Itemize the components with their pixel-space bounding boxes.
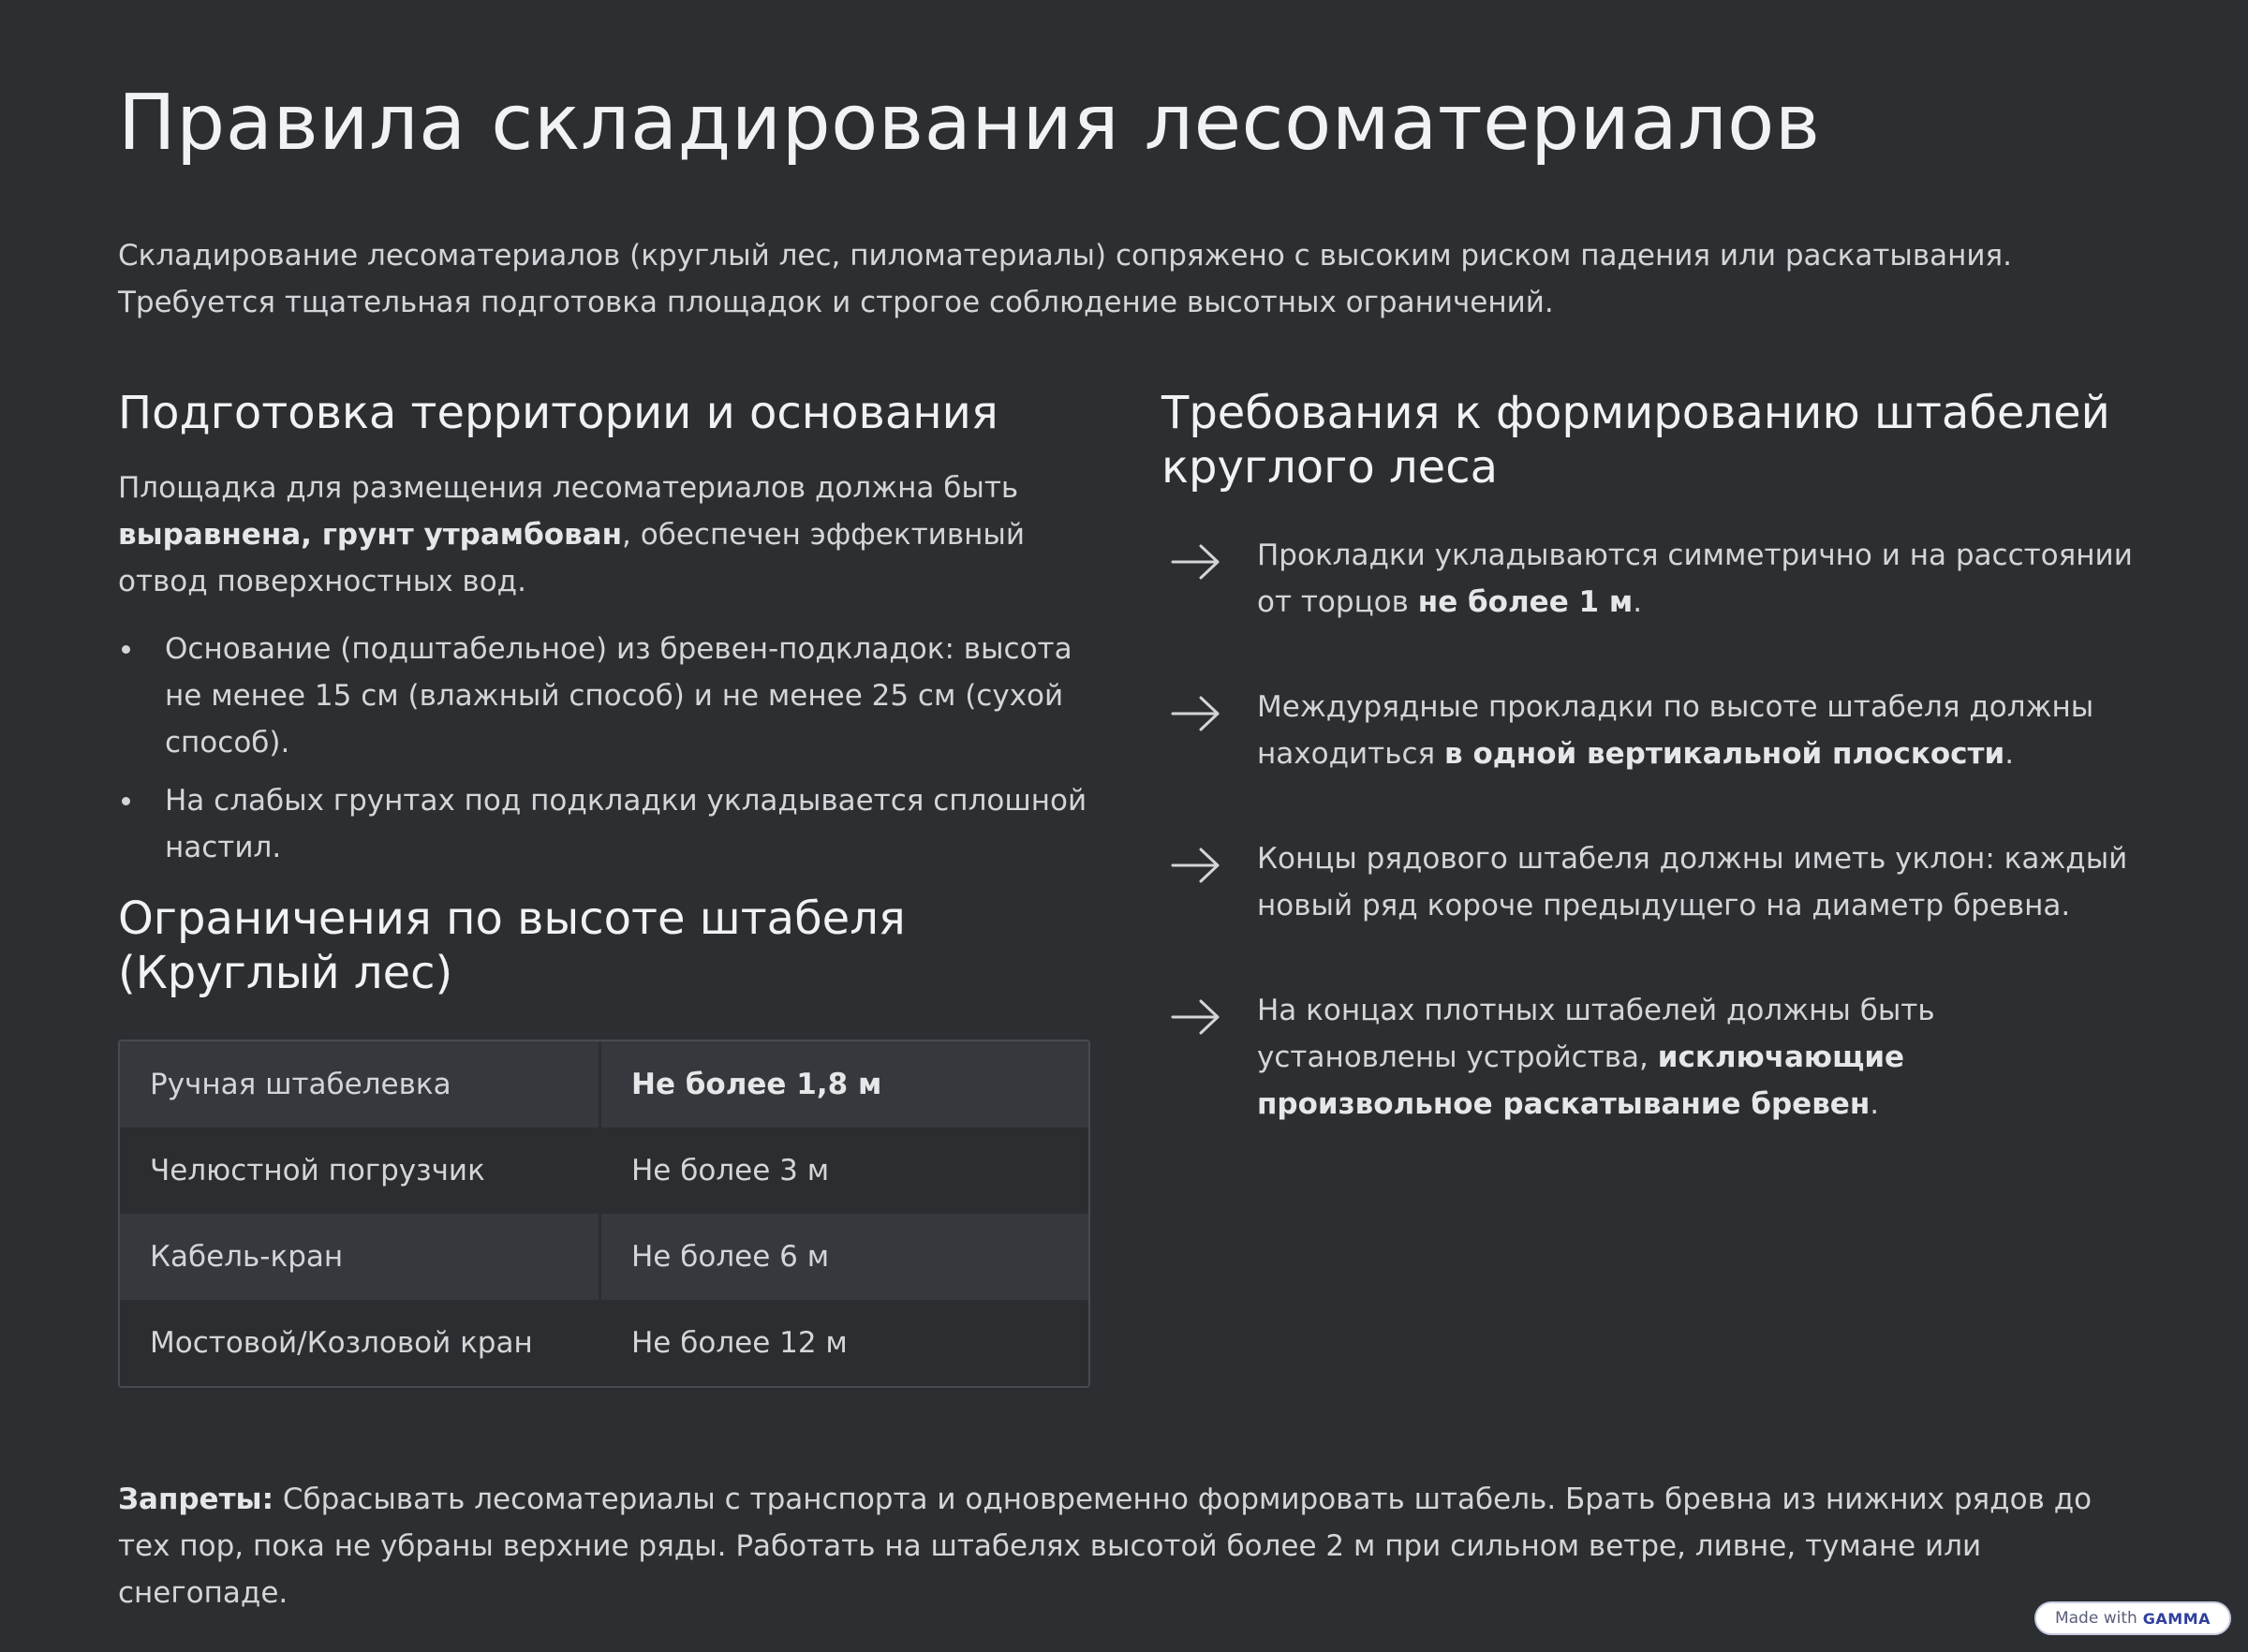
requirement-text: На концах плотных штабелей должны быть установлены устройства, исключающие произвольное раскатывание бревен. <box>1257 994 1935 1121</box>
gamma-logo: GAMMA <box>2142 1609 2211 1628</box>
arrow-right-icon <box>1171 847 1221 884</box>
arrow-right-icon <box>1171 695 1221 732</box>
requirement-text: Междурядные прокладки по высоте штабеля должны находиться в одной вертикальной плоскости. <box>1257 690 2094 771</box>
bullet-icon <box>122 797 130 805</box>
method-cell: Мостовой/Козловой кран <box>120 1300 601 1386</box>
limit-cell: Не более 6 м <box>631 1240 830 1274</box>
list-item: Основание (подштабельное) из бревен-подкладок: высота не менее 15 см (влажный способ) и не менее 25 см (сухой способ). <box>118 626 1092 766</box>
bullet-icon <box>122 645 130 654</box>
made-with-gamma-badge[interactable] <box>2034 1601 2231 1635</box>
limit-cell: Не более 12 м <box>631 1326 848 1360</box>
height-limits-table <box>118 1040 1090 1388</box>
table-row <box>120 1128 1088 1214</box>
requirement-text: Прокладки укладываются симметрично и на расстоянии от торцов не более 1 м. <box>1257 538 2133 619</box>
left-column <box>118 386 1092 1388</box>
preparation-heading: Подготовка территории и основания <box>118 387 998 439</box>
stacking-requirements-heading: Требования к формированию штабелей круглого леса <box>1161 387 2110 494</box>
requirements-list <box>1161 532 2136 1128</box>
requirement-text: Концы рядового штабеля должны иметь уклон: каждый новый ряд короче предыдущего на диаметр бревна. <box>1257 842 2128 922</box>
list-item <box>1161 532 2136 626</box>
list-item <box>1161 684 2136 777</box>
limit-cell: Не более 3 м <box>631 1154 830 1187</box>
table-row <box>120 1214 1088 1300</box>
prohibitions-text: Запреты: Сбрасывать лесоматериалы с транспорта и одновременно формировать штабель. Брать бревна из нижних рядов до тех пор, пока не убраны верхние ряды. Работать на штабелях высотой более 2 м при сильном ветре, ливне, тумане или снегопаде. <box>118 1482 2093 1610</box>
page-title: Правила складирования лесоматериалов <box>118 79 1821 168</box>
list-item <box>1161 987 2136 1128</box>
intro-text: Складирование лесоматериалов (круглый лес, пиломатериалы) сопряжено с высоким риском падения или раскатывания. Требуется тщательная подготовка площадок и строгое соблюдение высотных ограничений. <box>118 239 2013 319</box>
table-row <box>120 1300 1088 1386</box>
prohibitions-label: Запреты: <box>118 1482 274 1516</box>
method-cell: Челюстной погрузчик <box>120 1128 601 1214</box>
preparation-list <box>118 626 1092 871</box>
list-item: На слабых грунтах под подкладки укладывается сплошной настил. <box>118 777 1092 871</box>
table-row <box>120 1041 1088 1128</box>
arrow-right-icon <box>1171 998 1221 1036</box>
list-item <box>1161 835 2136 929</box>
height-limits-heading: Ограничения по высоте штабеля (Круглый лес) <box>118 892 906 999</box>
made-with-label: Made with <box>2054 1609 2137 1628</box>
right-column <box>1161 386 2136 1186</box>
preparation-paragraph: Площадка для размещения лесоматериалов должна быть выравнена, грунт утрамбован, обеспечен эффективный отвод поверхностных вод. <box>118 471 1025 598</box>
method-cell: Ручная штабелевка <box>120 1041 601 1128</box>
method-cell: Кабель-кран <box>120 1214 601 1300</box>
arrow-right-icon <box>1171 543 1221 581</box>
limit-cell: Не более 1,8 м <box>631 1068 882 1101</box>
